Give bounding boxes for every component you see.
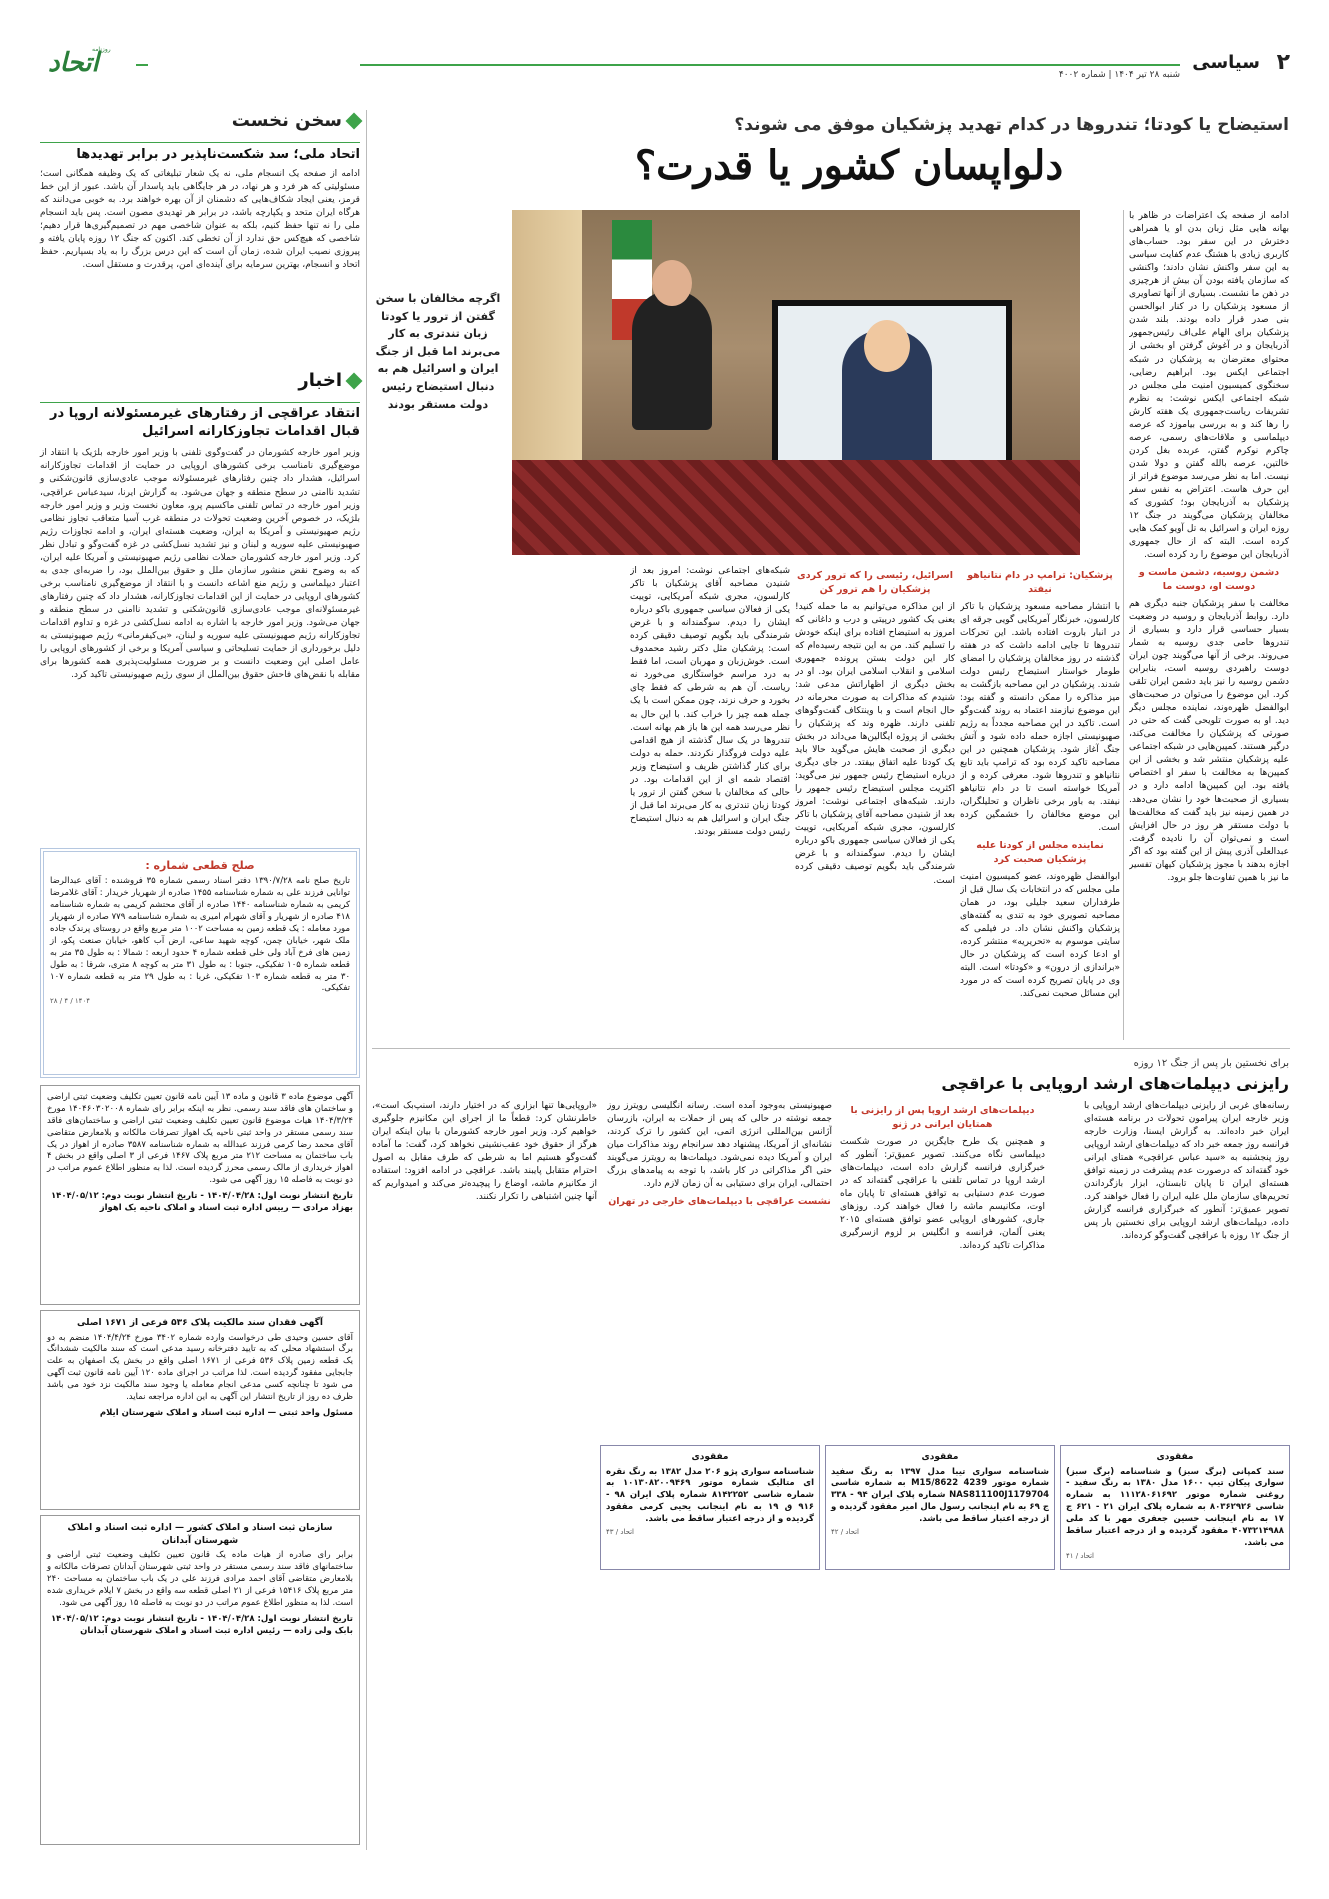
- subhead: پزشکیان: ترامپ در دام نتانیاهو نیفتد: [967, 570, 1113, 595]
- section-name: سیاسی: [1192, 52, 1260, 73]
- classified-code: اتحاد / ۴۲: [831, 1528, 860, 1537]
- page-number: ۲: [1276, 50, 1290, 75]
- section-bar: [360, 64, 1180, 66]
- subhead: دشمن روسیه، دشمن ماست و دوست او، دوست ما: [1138, 567, 1280, 593]
- notice-body: برابر رای صادره از هیات ماده یک قانون تعیین تکلیف وضعیت ثبتی اراضی و ساختمانهای فاقد سند رسمی مستقر در واحد ثبتی شهرستان آبدانان تصرفات مالکانه و بلامعارض متقاضی آقای احمد مرادی فرزند علی در یک باب ساختمان به مساحت ۲۴۰ متر مربع پلاک ۱۵۴۱۶ فرعی از ۲۱ اصلی قطعه سه واقع در بخش ۷ ایلام خریداری شده است. لذا به منظور اطلاع عموم مراتب در دو نوبت به فاصله ۱۵ روز آگهی می شود.: [47, 1550, 354, 1608]
- notice-body: تاریخ صلح نامه ۱۳۹۰/۷/۲۸ دفتر اسناد رسمی شماره ۳۵ فروشنده : آقای عبدالرضا توانایی فرزند علی به شماره شناسنامه ۱۴۵۵ صادره از شهریار خریدار : آقای غلامرضا کریمی به شماره شناسنامه ۱۴۴۰ صادره از آقای محتشم کریمی به شماره شناسنامه ۴۱۸ صادره از شهریار و آقای شهرام امیری به شماره شناسنامه ۷۷۹ صادره از شهریار مورد معامله : یک قطعه زمین به مساحت ۱۰۰۲ متر مربع واقع در روستای پرندک جاده ملک شهر، خیابان چمن، کوچه شهید ساعی، ارض آب کاهو، خیابان صنعت پکو، از زمین های فرخ آباد ولی خلی قطعه شماره ۴ حدود اربعه : شمالا : به طول ۳۵ متر به قطعه شماره ۱۰۵ تفکیکی، جنوبا : به طول ۳۱ متر به کوچه ۸ متری، شرقا : به طول ۳۰ متر به قطعه شماره ۱۰۳ تفکیکی، غربا : به طول ۲۹ متر به قطعه شماره ۱۰۷ تفکیکی.: [50, 876, 351, 994]
- classified-body: شناسنامه سواری پژو ۲۰۶ مدل ۱۳۸۲ به رنگ نقره ای متالیک شماره موتور ۱۰۱۳۰۸۲۰۰۹۴۶۹ به شماره شاسی ۸۱۴۲۲۵۲ شماره پلاک ایران ۹۸ - ۹۱۶ ق ۱۹ به نام اینجانب یحیی کرمی مفقود گردیده و از درجه اعتبار ساقط می باشد.: [606, 1466, 814, 1525]
- notice-ilam: [40, 1310, 360, 1510]
- notice-title: صلح قطعی شماره :: [145, 859, 255, 872]
- sokhan-section: [40, 110, 360, 360]
- subhead: نشست عراقچی با دیپلمات‌های خارجی در تهران: [608, 1196, 831, 1208]
- paragraph: با انتشار مصاحبه مسعود پزشکیان با تاکر کارلسون، خبرنگار آمریکایی گویی جرقه ای در انبار باروت افتاده باشد. این تحرکات تندروها تا جایی ادامه داشت که در هفته گذشته در روز مخالفان پزشکیان را امضای طومار خواستار استیضاح رئیس دولت شدند. پزشکیان در این مصاحبه بازگشت به میز مذاکره را ممکن دانسته و گفته بود: این موضوع نیازمند اعتماد به روند گفت‌وگو است. تاکید در این مصاحبه مجدداً به رژیم صهیونیستی اجازه حمله داده شود و آتش جنگ آغاز شود. پزشکیان همچنین در این مصاحبه تاکید کرده بود که ترامپ باید تابع نتانیاهو و تندروها شود. معرفی کرده و از آمریکا خواسته است تا در دام نتانیاهو نیفتد. به باور برخی ناظران و تحلیلگران، این موضع مخالفان را خشمگین کرده است.: [960, 601, 1120, 834]
- paragraph: از این مذاکره می‌توانیم به ما حمله کنید! یعنی یک کشور درپیتی و درب و داغانی که امروز به استیضاح افتاده برای اینکه خودش را تسلیم کند. من به این نتیجه رسیده‌ام که کار این دولت بستن پرونده جمهوری اسلامی و انقلاب اسلامی ایران بود. او در بخش دیگری از اظهاراتش مدعی شد: شنیدم که مذاکرات به صورت محرمانه در حال انجام است و با وینتکاف گفت‌وگوهای تلفنی دارند. ظهره وند که پزشکیان را بخشی از پروژه ایگالین‌ها می‌داند در بخش دیگری از صحبت هایش می‌گوید حالا باید یک کودتا علیه اتفاق بیفتد. در جای دیگری درباره استیضاح رئیس جمهور نیز می‌گوید: اکثریت مجلس استیضاح رئیس جمهور را دارند. شبکه‌های اجتماعی نوشت: امروز بعد از شنیدن مصاحبه آقای پزشکیان با تاکر کارلسون، مجری شبکه آمریکایی، توییت یکی از فعالان سیاسی جمهوری باکو درباره ایشان را دیدم. سوگمندانه و با غرض شرمندگی باید بگویم توصیف دقیقی کرده است.: [795, 601, 955, 886]
- diplomacy-col1: [1084, 1100, 1289, 1435]
- diplomacy-headline: رایزنی دیپلمات‌های ارشد اروپایی با عراقچی: [941, 1074, 1289, 1093]
- classified-1: [1060, 1445, 1290, 1570]
- classified-code: اتحاد / ۴۳: [606, 1528, 635, 1537]
- photo-person-head: [652, 260, 692, 306]
- paragraph: ابوالفضل ظهره‌وند، عضو کمیسیون امنیت ملی مجلس که در انتخابات یک سال قبل از طرفداران سعید جلیلی بود، در همان مصاحبه تصویری خود به تندی به گفته‌های پزشکیان واکنش نشان داد. در فیلمی که سایتی موسوم به «تحریریه» منتشر کرده، او ادعا کرده است که پزشکیان در حال «براندازی از درون» و «کودتا» است. البته وی در پایان تصریح کرده است که در مورد این مسائل صحبت نمی‌کند.: [960, 871, 1120, 1000]
- sokhan-headline: اتحاد ملی؛ سد شکست‌ناپذیر در برابر تهدیدها: [76, 147, 360, 162]
- subhead: اسرائیل، رئیسی را که ترور کردی پزشکیان را هم ترور کن: [797, 570, 953, 595]
- classified-code: اتحاد / ۴۱: [1066, 1551, 1095, 1560]
- paragraph: شبکه‌های اجتماعی نوشت: امروز بعد از شنیدن مصاحبه آقای پزشکیان با تاکر کارلسون، مجری شبکه آمریکایی، توییت یکی از فعالان سیاسی جمهوری باکو درباره ایشان را دیدم. سوگمندانه و با غرض شرمندگی باید بگویم توصیف دقیقی کرده است: پزشکیان مثل دکتر رشید محمدوف است. خوش‌زبان و مهربان است، اما فقط به درد مراسم خواستگاری می‌خورد نه ریاست. آن هم به شرطی که فقط چای بخورد و حرف نزند، چون ممکن است با یک جمله همه چیز را خراب کند. با این حال به نظر می‌رسد همه این ها باز هم بهانه است. تندروها در یک سال گذشته از هیچ اقدامی علیه دولت فروگذار نکردند. حمله به دولت برای کنار گذاشتن ظریف و استیضاح وزیر اقتصاد شمه ای از این اقدامات بود. در حالی که مخالفان با سخن گفتن از ترور یا کودتا زبان تندتری به کار می‌برند اما قبل از جنگ ایران و اسرائیل هم به دنبال استیضاح رئیس دولت مستقر بودند.: [630, 566, 790, 837]
- subhead: دیپلمات‌های ارشد اروپا پس از رایزنی با همتایان ایرانی در ژنو: [850, 1105, 1035, 1130]
- akhbar-section-title: اخبار: [298, 370, 342, 391]
- main-headline: دلواپسان کشور یا قدرت؟: [634, 142, 1064, 189]
- notice-solh: [40, 848, 360, 1078]
- notice-date: تاریخ انتشار نوبت اول: ۱۴۰۴/۰۴/۲۸ - تاریخ انتشار نوبت دوم: ۱۴۰۴/۰۵/۱۲: [50, 1613, 353, 1624]
- pullquote: اگرچه مخالفان با سخن گفتن از ترور یا کودتا زبان تندتری به کار می‌برند اما قبل از جنگ ایران و اسرائیل هم به دنبال استیضاح رئیس دولت مستقر بودند: [375, 292, 501, 411]
- page-header: [40, 46, 1290, 106]
- newspaper-logo: [40, 46, 130, 86]
- diamond-icon: [346, 112, 363, 129]
- column-divider: [1123, 210, 1124, 1040]
- paragraph: و همچنین یک طرح جایگزین در صورت شکست دیپلماسی نگاه می‌کنند. تصویر عمیق‌تر: آنطور که خبرگزاری فرانسه گزارش داده است، دیپلمات‌های ارشد اروپا در تماس تلفنی با عراقچی گفته‌اند که در صورت عدم دستیابی به توافق هسته‌ای تا پایان ماه اوت، مکانیسم ماشه را فعال خواهند کرد. روزهای جاری، کشورهای اروپایی عضو توافق هسته‌ای ۲۰۱۵ یعنی آلمان، فرانسه و انگلیس بر لزوم ازسرگیری مذاکرات تاکید کرده‌اند.: [840, 1136, 1045, 1251]
- paragraph: «اروپایی‌ها تنها ابزاری که در اختیار دارند، اسنپ‌بک است»، خاطرنشان کرد: قطعاً ما از اجرای این مکانیزم جلوگیری خواهیم کرد. وزیر امور خارجه کشورمان با بیان اینکه ایران هرگز از حقوق خود عقب‌نشینی نخواهد کرد، گفت: ما آماده گفت‌وگو هستیم اما به شرطی که طرف مقابل به اصول احترام متقابل پایبند باشد. عراقچی در ادامه افزود: استفاده از مکانیزم ماشه، اوضاع را پیچیده‌تر می‌کند و امیدواریم که آنها چنین اشتباهی را تکرار نکنند.: [372, 1101, 597, 1203]
- logo-bar: [136, 64, 148, 66]
- classified-title: مفقودی: [691, 1452, 729, 1462]
- notice-ahvaz: [40, 1085, 360, 1305]
- paragraph: صهیونیستی به‌وجود آمده است. رسانه انگلیسی رویترز روز جمعه نوشته در حالی که پس از حملات به ایران، بازرسان آژانس بین‌المللی انرژی اتمی، این کشور را ترک کردند، نشانه‌ای از آمریکا، پیشنهاد دهد سرانجام روند مذاکرات میان ایران و آمریکا دیده نمی‌شود. دیپلمات‌ها به رویترز می‌گویند حتی اگر مذاکراتی در کار باشد، با توجه به پیامدهای بزرگ احتمالی، ایران برای دستیابی به آن زمان لازم دارد.: [607, 1101, 832, 1190]
- akhbar-title-row: [40, 370, 360, 391]
- paragraph: ادامه از صفحه یک اعتراضات در ظاهر با بهانه هایی مثل زبان بدن او یا همراهی دخترش در این سفر بود. حساب‌های کاربری زیادی با هشتگ عدم کفایت سیاسی به این سفر واکنش نشان دادند؛ واکنشی که سازمان یافته بودن آن بیش از هرچیزی در ذهن ما نشست. بسیاری از آنها تصاویری از مسعود پزشکیان را در کنار ابوالحسن بنی صدر قرار داده بودند. بلند شدن پزشکیان برای الهام علی‌اف رئیس‌جمهور آذربایجان و در آغوش گرفتن او بخشی از محتوای معترضان به پزشکیان در شبکه اجتماعی ایکس بود. ابراهیم رضایی، سخنگوی کمیسیون امنیت ملی مجلس در شبکه اجتماعی ایکس نوشت: به نظرم تشریفات ریاست‌جمهوری یک هفته کارش را رها کند و به بررسی بیاموزد که عرصه دیپلماسی و ملاقات‌های رسمی، عرصه چاکرم نوکرم گفتن، عربده بغل کردن خالتین، عرصه بالله گفتن و دولا شدن نیست. اما به نظر می‌رسد موضوع فراتر از این حرف هاست. اعتراض به نفس سفر پزشکیان به آذربایجان بود؛ کشوری که مخالفان پزشکیان می‌گویند در جنگ ۱۲ روزه ایران و اسرائیل به تل آویو کمک هایی کرده است. البته که از حال جمهوری آذربایجان این موضوع را رد کرده است.: [1129, 211, 1289, 561]
- sokhan-section-title: سخن نخست: [231, 110, 342, 131]
- main-photo: [512, 210, 1080, 555]
- main-col2: [960, 565, 1120, 1040]
- section-divider: [372, 1048, 1290, 1049]
- classified-body: شناسنامه سواری تیبا مدل ۱۳۹۷ به رنگ سفید شماره موتور M15/8622 4239 به شماره شاسی NAS811100J1179704 شماره پلاک ایران ۹۴ - ۳۳۸ ج ۶۹ به نام اینجانب رسول مال امیر مفقود گردیده و از درجه اعتبار ساقط می باشد.: [831, 1466, 1050, 1525]
- issue-date: شنبه ۲۸ تیر ۱۴۰۴ | شماره ۴۰۰۲: [1058, 70, 1180, 80]
- notice-sign: مسئول واحد ثبتی — اداره ثبت اسناد و املاک شهرستان ایلام: [99, 1407, 353, 1418]
- logo-text: اتحاد: [48, 48, 99, 78]
- classified-2: [825, 1445, 1055, 1570]
- photo-screen-head: [864, 320, 910, 372]
- sokhan-title-row: [40, 110, 360, 131]
- diamond-icon: [346, 372, 363, 389]
- photo-person: [632, 290, 712, 430]
- notice-date: تاریخ انتشار نوبت اول: ۱۴۰۴/۰۴/۲۸ - تاریخ انتشار نوبت دوم: ۱۴۰۴/۰۵/۱۲: [50, 1191, 353, 1202]
- classified-3: [600, 1445, 820, 1570]
- divider: [40, 402, 360, 403]
- main-kicker: استیضاح یا کودتا؛ تندروها در کدام تهدید پزشکیان موفق می شوند؟: [734, 115, 1289, 135]
- photo-carpet: [512, 460, 1080, 555]
- diplomacy-col4: [372, 1100, 597, 1435]
- sokhan-body: ادامه از صفحه یک انسجام ملی، نه یک شعار تبلیغاتی که یک وظیفه همگانی است؛ مسئولیتی که هر فرد و هر نهاد، در هر جایگاهی باید پاسدار آن باشد. عبور از این خط قرمز، یعنی ایجاد شکاف‌هایی که دشمنان از آن بهره خواهند برد. به خوبی می‌دانند که هرگاه ایران متحد و یکپارچه باشد، در برابر هر تهدیدی مصون است. پس باید انسجام ملی را نه تنها حفظ کنیم، بلکه به عنوان شاخصی مهم در تصمیم‌گیری‌ها قرار دهیم؛ شاخصی که هیچ‌کس حق ندارد از آن تخطی کند. اکنون که جنگ ۱۲ روزه پایان یافته و پیروزی نصیب ایران شده، زمان آن است که این درس بزرگ را به یاد بسپاریم. حفظ اتحاد و انسجام، بهترین سرمایه برای آینده‌ای امن، پرقدرت و مستقل است.: [40, 169, 360, 271]
- diplomacy-col2: [840, 1100, 1045, 1435]
- notice-abdanan: [40, 1515, 360, 1845]
- notice-title: آگهی فقدان سند مالکیت پلاک ۵۳۶ فرعی از ۱۶۷۱ اصلی: [77, 1318, 323, 1328]
- subhead: نماینده مجلس از کودتا علیه پزشکیان صحبت کرد: [976, 840, 1104, 866]
- divider: [40, 142, 360, 143]
- column-divider: [366, 110, 367, 1850]
- notice-sign: بابک ولی زاده — رئیس اداره ثبت اسناد و املاک شهرستان آبدانان: [80, 1625, 353, 1636]
- notice-title: سازمان ثبت اسناد و املاک کشور — اداره ثبت اسناد و املاک شهرستان آبدانان: [67, 1523, 333, 1546]
- diplomacy-col3: [607, 1100, 832, 1435]
- notice-body: آقای حسین وحیدی طی درخواست وارده شماره ۳۴۰۲ مورخ ۱۴۰۴/۴/۲۴ منضم به دو برگ استشهاد محلی که به تایید دفترخانه رسید مدعی است که سند مالکیت ششدانگ یک قطعه زمین پلاک ۵۳۶ فرعی از ۱۶۷۱ اصلی واقع در بخش یک اصفهان به علت جابجایی مفقود گردیده است. لذا مراتب در اجرای ماده ۱۲۰ آیین نامه قانون ثبت آگهی می شود تا چنانچه کسی مدعی انجام معامله یا وجود سند مالکیت نزد خود می باشد ظرف ده روز از تاریخ انتشار این آگهی به این اداره مراجعه نماید.: [47, 1332, 354, 1403]
- akhbar-body: وزیر امور خارجه کشورمان در گفت‌وگوی تلفنی با وزیر امور خارجه بلژیک با انتقاد از موضع‌گیری نامناسب برخی کشورهای اروپایی در حمایت از اقدامات تجاوزکارانه اسرائیل، هشدار داد چنین رفتارهای غیرمسئولانه موجب عادی‌سازی قانون‌شکنی و تشدید ناامنی در سطح منطقه و جهان می‌شود. به گزارش ایرنا، سیدعباس عراقچی، وزیر امور خارجه در تماس تلفنی ماکسیم پرو، معاون نخست وزیر و وزیر امور خارجه بلژیک، در خصوص آخرین وضعیت تحولات در منطقه غرب آسیا متعاقب تجاوز نظامی رژیم صهیونیستی و آمریکا به ایران، وضعیت هسته‌ای ایران، و ادامه تجاوزات رژیم صهیونیستی علیه سوریه و لبنان و نیز تشدید نسل‌کشی در غزه گفت‌وگو و تبادل نظر کرد. وزیر امور خارجه کشورمان حملات نظامی رژیم صهیونیستی و آمریکا علیه ایران، که به وضوح نقض منشور سازمان ملل و حقوق بین‌الملل بود، را ضربه‌ای جدی به اعتبار دیپلماسی و رژیم منع اشاعه دانست و با انتقاد از موضع‌گیری نامناسب برخی کشورهای اروپایی در حمایت از این اقدامات تجاوزکارانه، هشدار داد که چنین رفتارهای غیرمسئولانه‌ای موجب عادی‌سازی قانون‌شکنی و تشدید ناامنی در سطح منطقه و جهان می‌شود. وزیر امور خارجه با اشاره به ادامه نسل‌کشی در غزه و تداوم اقدامات تجاوزکارانه رژیم صهیونیستی علیه سوریه و لبنان، «بی‌کیفرمانی» رژیم صهیونیستی به دلیل برخورداری از حمایت تسلیحاتی و سیاسی آمریکا و برخی از کشورهای اروپایی را عامل اصلی این وضعیت دانست و بر ضرورت مسئولیت‌پذیری همه کشورها برای مقابله با نقض‌های فاحش حقوق بین‌الملل از سوی رژیم صهیونیستی تاکید کرد.: [40, 448, 360, 681]
- diplomacy-kicker: برای نخستین بار پس از جنگ ۱۲ روزه: [1133, 1058, 1289, 1069]
- akhbar-section: [40, 370, 360, 770]
- logo-small-text: روزنامه: [92, 46, 111, 53]
- paragraph: مخالفت با سفر پزشکیان جنبه دیگری هم دارد. روابط آذربایجان و روسیه در وضعیت بسیار حساسی قرار دارد و بسیاری از تندروها حامی جدی روسیه به شمار می‌روند. برخی از آنها می‌گویند چون ایران دوست راهبردی روسیه است، بنابراین دشمن روسیه را نیز باید دشمن ایران تلقی کرد. این موضوع را می‌توان در صحبت‌های ابوالفضل ظهره‌وند، نماینده مجلس دیگر دید. او به صورت تلویحی گفت که حتی در صورتی که پزشکیان را مخالفت می‌کند، درگیر هستند. کمپین‌هایی در شبکه اجتماعی علیه پزشکیان منتشر شد و بخشی از این کمپین‌ها به مخالفت با سفر او اختصاص یافته بود. این کمپین‌ها ادامه دارد و در بسیاری از صحبت‌ها خود را نشان می‌دهد. در همین زمینه نیز باید گفت که مخالفت‌ها با دولت مستقر هر روز در حال افزایش است و نمی‌توان آن را نادیده گرفت. عبدالعلی آذری پیش از این گفته بود که اگر اجازه بدهند با مجوز پزشکیان کیهان تفسیر ما نیز با همین تفاوت‌ها جلو برود.: [1129, 598, 1289, 883]
- classified-title: مفقودی: [921, 1452, 959, 1462]
- main-col4: [630, 565, 790, 1040]
- paragraph: رسانه‌های غربی از رایزنی دیپلمات‌های ارشد اروپایی با وزیر خارجه ایران پیرامون تحولات در برنامه هسته‌ای ایران خبر داده‌اند. به گزارش ایسنا، وزارت خارجه فرانسه روز جمعه خبر داد که دیپلمات‌های ارشد اروپایی روز پنجشنبه به «سید عباس عراقچی» همتای ایرانی خود گفته‌اند که درصورت عدم پیشرفت در زمینه توافق هسته‌ای ایران تا پایان تابستان، ابزار بازگرداندن تحریم‌های سازمان ملل علیه ایران را فعال خواهند کرد. تصویر عمیق‌تر: آنطور که خبرگزاری فرانسه گزارش داده، دیپلمات‌های ارشد اروپایی برای نخستین بار پس از جنگ ۱۲ روزه با عراقچی گفت‌وگو کرده‌اند.: [1084, 1101, 1289, 1242]
- main-col3: [795, 565, 955, 1040]
- notice-sign: بهزاد مرادی — رییس اداره ثبت اسناد و املاک ناحیه یک اهواز: [99, 1203, 353, 1214]
- main-col1: [1129, 210, 1289, 1040]
- notice-code: ۱۴۰۴ / ۴ / ۲۸: [50, 997, 90, 1006]
- notice-body: آگهی موضوع ماده ۳ قانون و ماده ۱۳ آیین نامه قانون تعیین تکلیف وضعیت ثبتی اراضی و ساختمان های فاقد سند رسمی. نظر به اینکه برابر رای شماره ۱۴۰۴۶۰۳۰۲۰۰۸ مورخ ۱۴۰۴/۳/۲۴ هیات موضوع قانون تعیین تکلیف وضعیت ثبتی اراضی و ساختمان‌های فاقد سند رسمی مستقر در واحد ثبتی ناحیه یک اهواز تصرفات مالکانه و بلامعارض متقاضی آقای محمد رضا کرمی فرزند عبدالله به شماره شناسنامه ۳۵۸۷ صادره از اهواز در یک باب ساختمان به مساحت ۲۱۲ متر مربع پلاک ۱۴۶۷ فرعی از ۳ اصلی واقع در بخش ۴ اهواز خریداری از مالک رسمی محرز گردیده است. لذا به منظور اطلاع عموم مراتب در دو نوبت به فاصله ۱۵ روز آگهی می شود.: [47, 1092, 354, 1186]
- akhbar-headline: انتقاد عراقچی از رفتارهای غیرمسئولانه اروپا در قبال اقدامات تجاوزکارانه اسرائیل: [50, 406, 360, 440]
- classified-body: سند کمپانی (برگ سبز) و شناسنامه (برگ سبز) سواری پیکان تیپ ۱۶۰۰ مدل ۱۳۸۰ به رنگ سفید - روغنی شماره موتور ۱۱۱۲۸۰۶۱۶۹۲ به شماره شاسی ۸۰۳۶۲۹۲۶ به شماره پلاک ایران ۲۱ - ۶۲۱ ج ۱۷ به نام اینجانب حسین جعفری مهر با کد ملی ۴۰۷۳۲۱۴۹۸۸ مفقود گردیده و از درجه اعتبار ساقط می باشد.: [1066, 1466, 1285, 1548]
- classified-title: مفقودی: [1156, 1452, 1194, 1462]
